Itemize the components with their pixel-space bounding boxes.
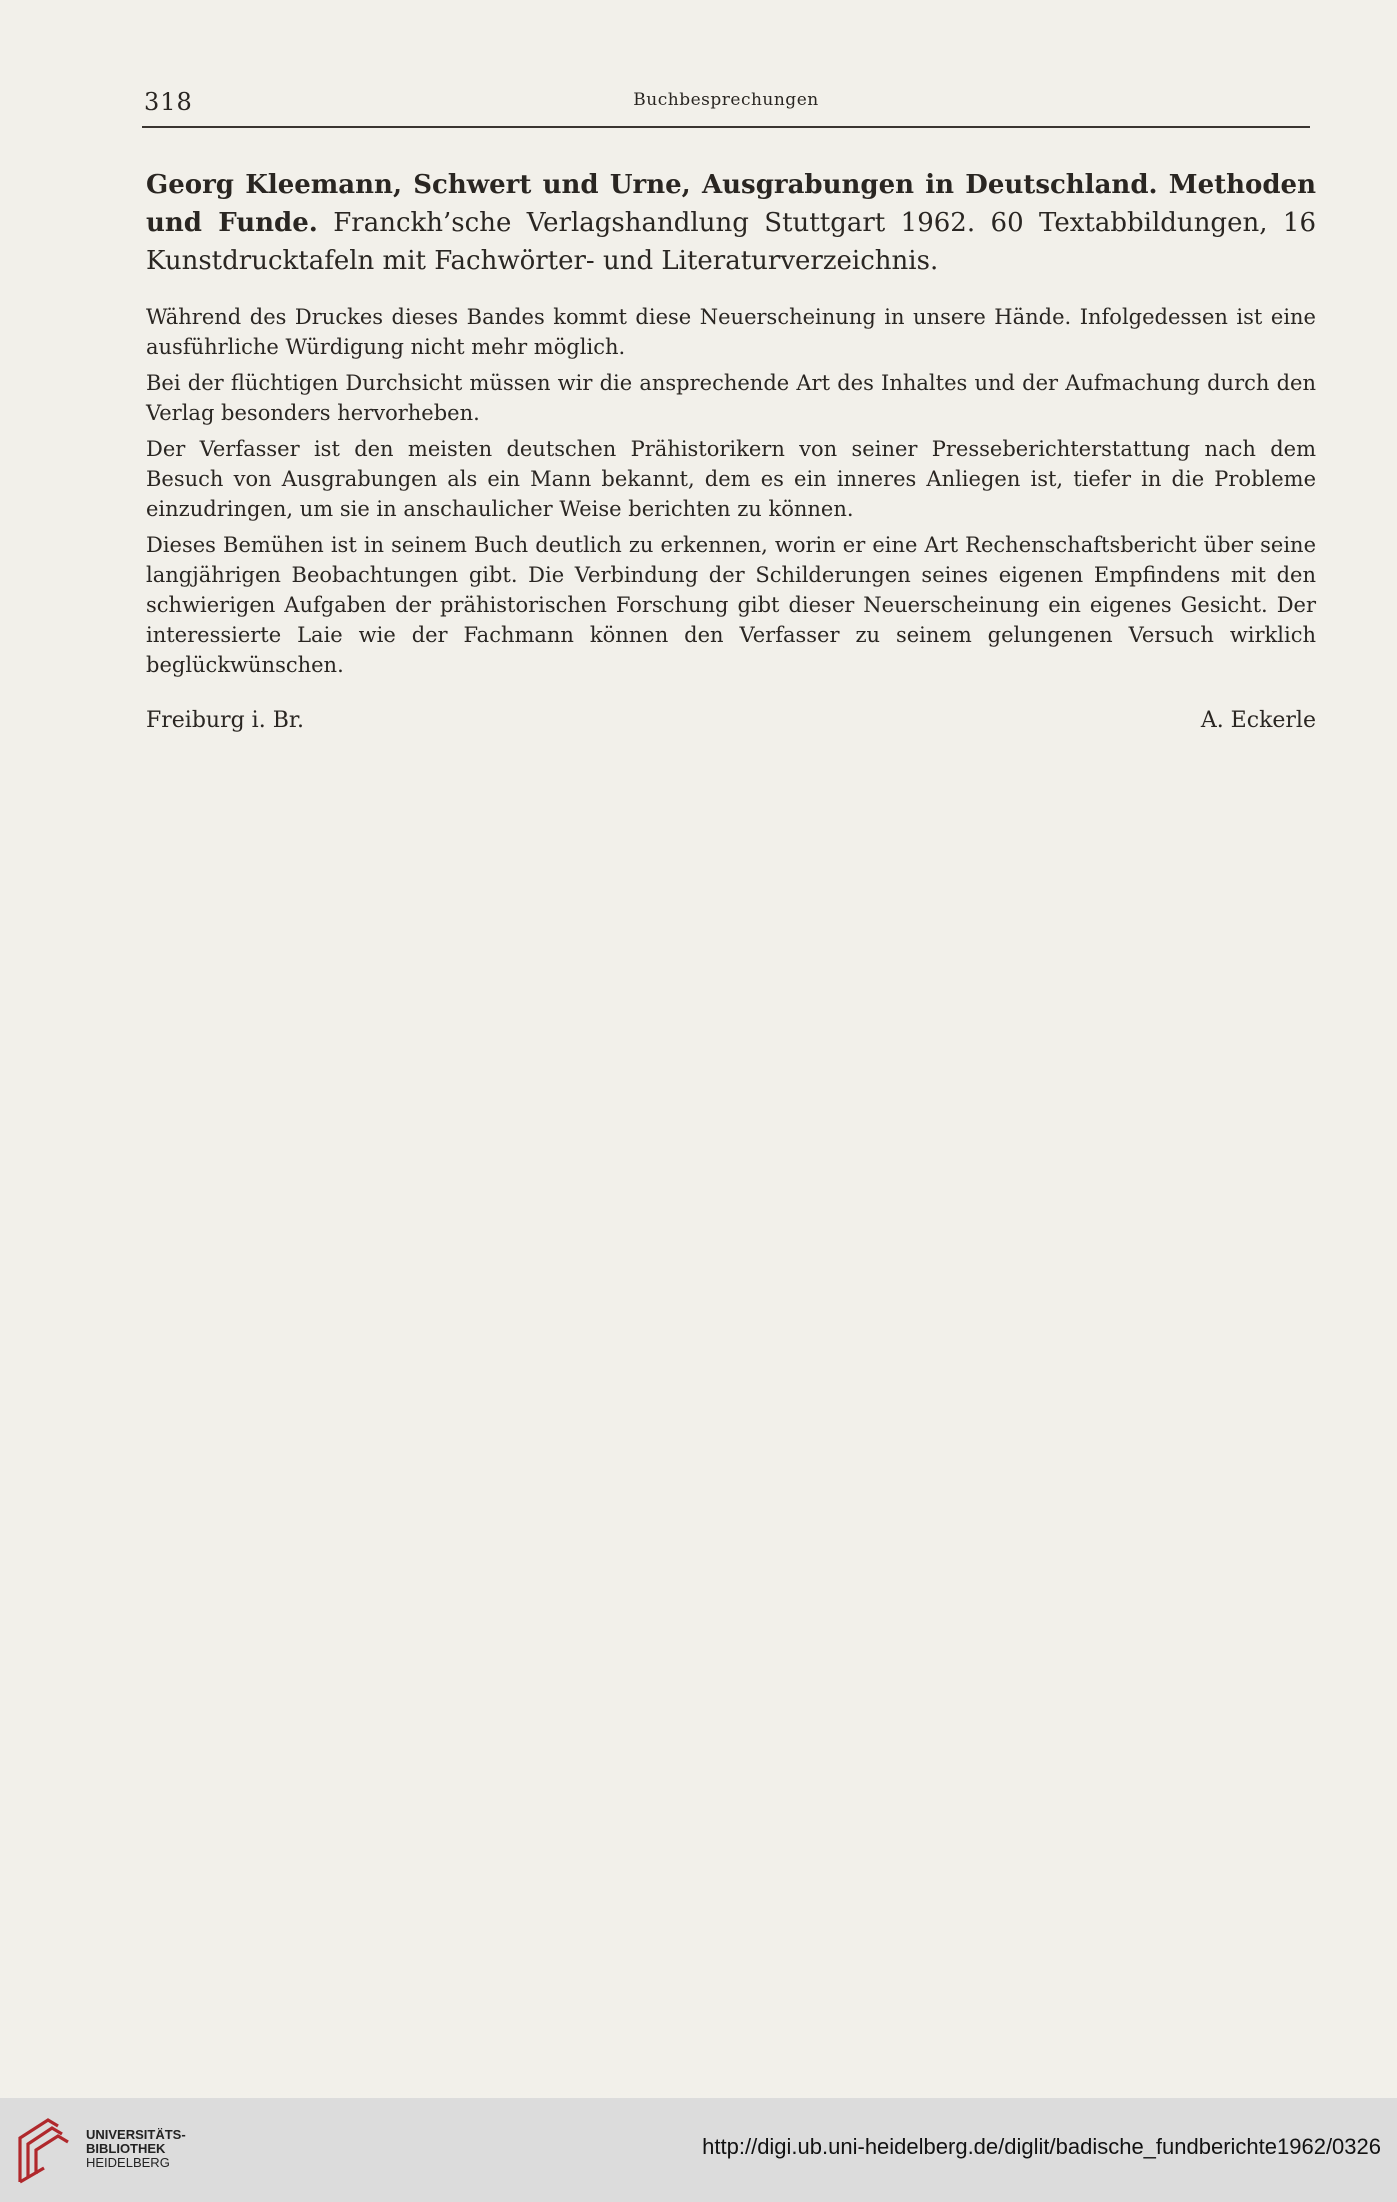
- library-name: [86, 2128, 186, 2170]
- book-review: [146, 166, 1316, 733]
- review-paragraph: Während des Druckes dieses Bandes kommt diese Neuerscheinung in unsere Hände. Infolgedessen ist eine ausführliche Würdigung nicht mehr möglich.: [146, 305, 1316, 359]
- digitization-footer: [0, 2098, 1397, 2202]
- page-number: 318: [144, 88, 193, 116]
- review-paragraph: Dieses Bemühen ist in seinem Buch deutlich zu erkennen, worin er eine Art Rechenschaftsbericht über seine langjährigen Beobachtungen gibt. Die Verbindung der Schilderungen seines eigenen Empfindens mit den schwierigen Aufgaben der prähistorischen Forschung gibt dieser Neuerscheinung ein eigenes Gesicht. Der interessierte Laie wie der Fachmann können den Verfasser zu seinem gelungenen Versuch wirklich beglückwünschen.: [146, 533, 1316, 677]
- source-url[interactable]: http://digi.ub.uni-heidelberg.de/diglit/badische_fundberichte1962/0326: [702, 2134, 1381, 2159]
- signature-author: A. Eckerle: [1200, 708, 1316, 733]
- review-paragraph: Der Verfasser ist den meisten deutschen Prähistorikern von seiner Presseberichterstattung nach dem Besuch von Ausgrabungen als ein Mann bekannt, dem es ein inneres Anliegen ist, tiefer in die Probleme einzudringen, um sie in anschaulicher Weise berichten zu können.: [146, 437, 1316, 521]
- review-paragraph: Bei der flüchtigen Durchsicht müssen wir die ansprechende Art des Inhaltes und der Aufmachung durch den Verlag besonders hervorheben.: [146, 371, 1316, 425]
- review-signature: [146, 708, 1316, 733]
- review-citation: [146, 166, 1316, 280]
- citation-title: Georg Kleemann, Schwert und Urne, Ausgrabungen in Deutschland. Methoden und Funde.: [146, 170, 1316, 238]
- library-name-line1: UNIVERSITÄTS-: [86, 2127, 186, 2142]
- library-name-line3: HEIDELBERG: [86, 2155, 170, 2170]
- page-header: [142, 86, 1310, 128]
- library-logo-icon: [14, 2112, 80, 2188]
- library-name-line2: BIBLIOTHEK: [86, 2141, 166, 2156]
- signature-place: Freiburg i. Br.: [146, 708, 304, 733]
- logo-strokes: [20, 2120, 68, 2182]
- running-head: Buchbesprechungen: [633, 90, 819, 110]
- citation-publisher: Franckh’sche Verlagshandlung Stuttgart 1962. 60 Textabbildungen, 16 Kunstdrucktafeln mit Fachwörter- und Literaturverzeichnis.: [146, 208, 1316, 276]
